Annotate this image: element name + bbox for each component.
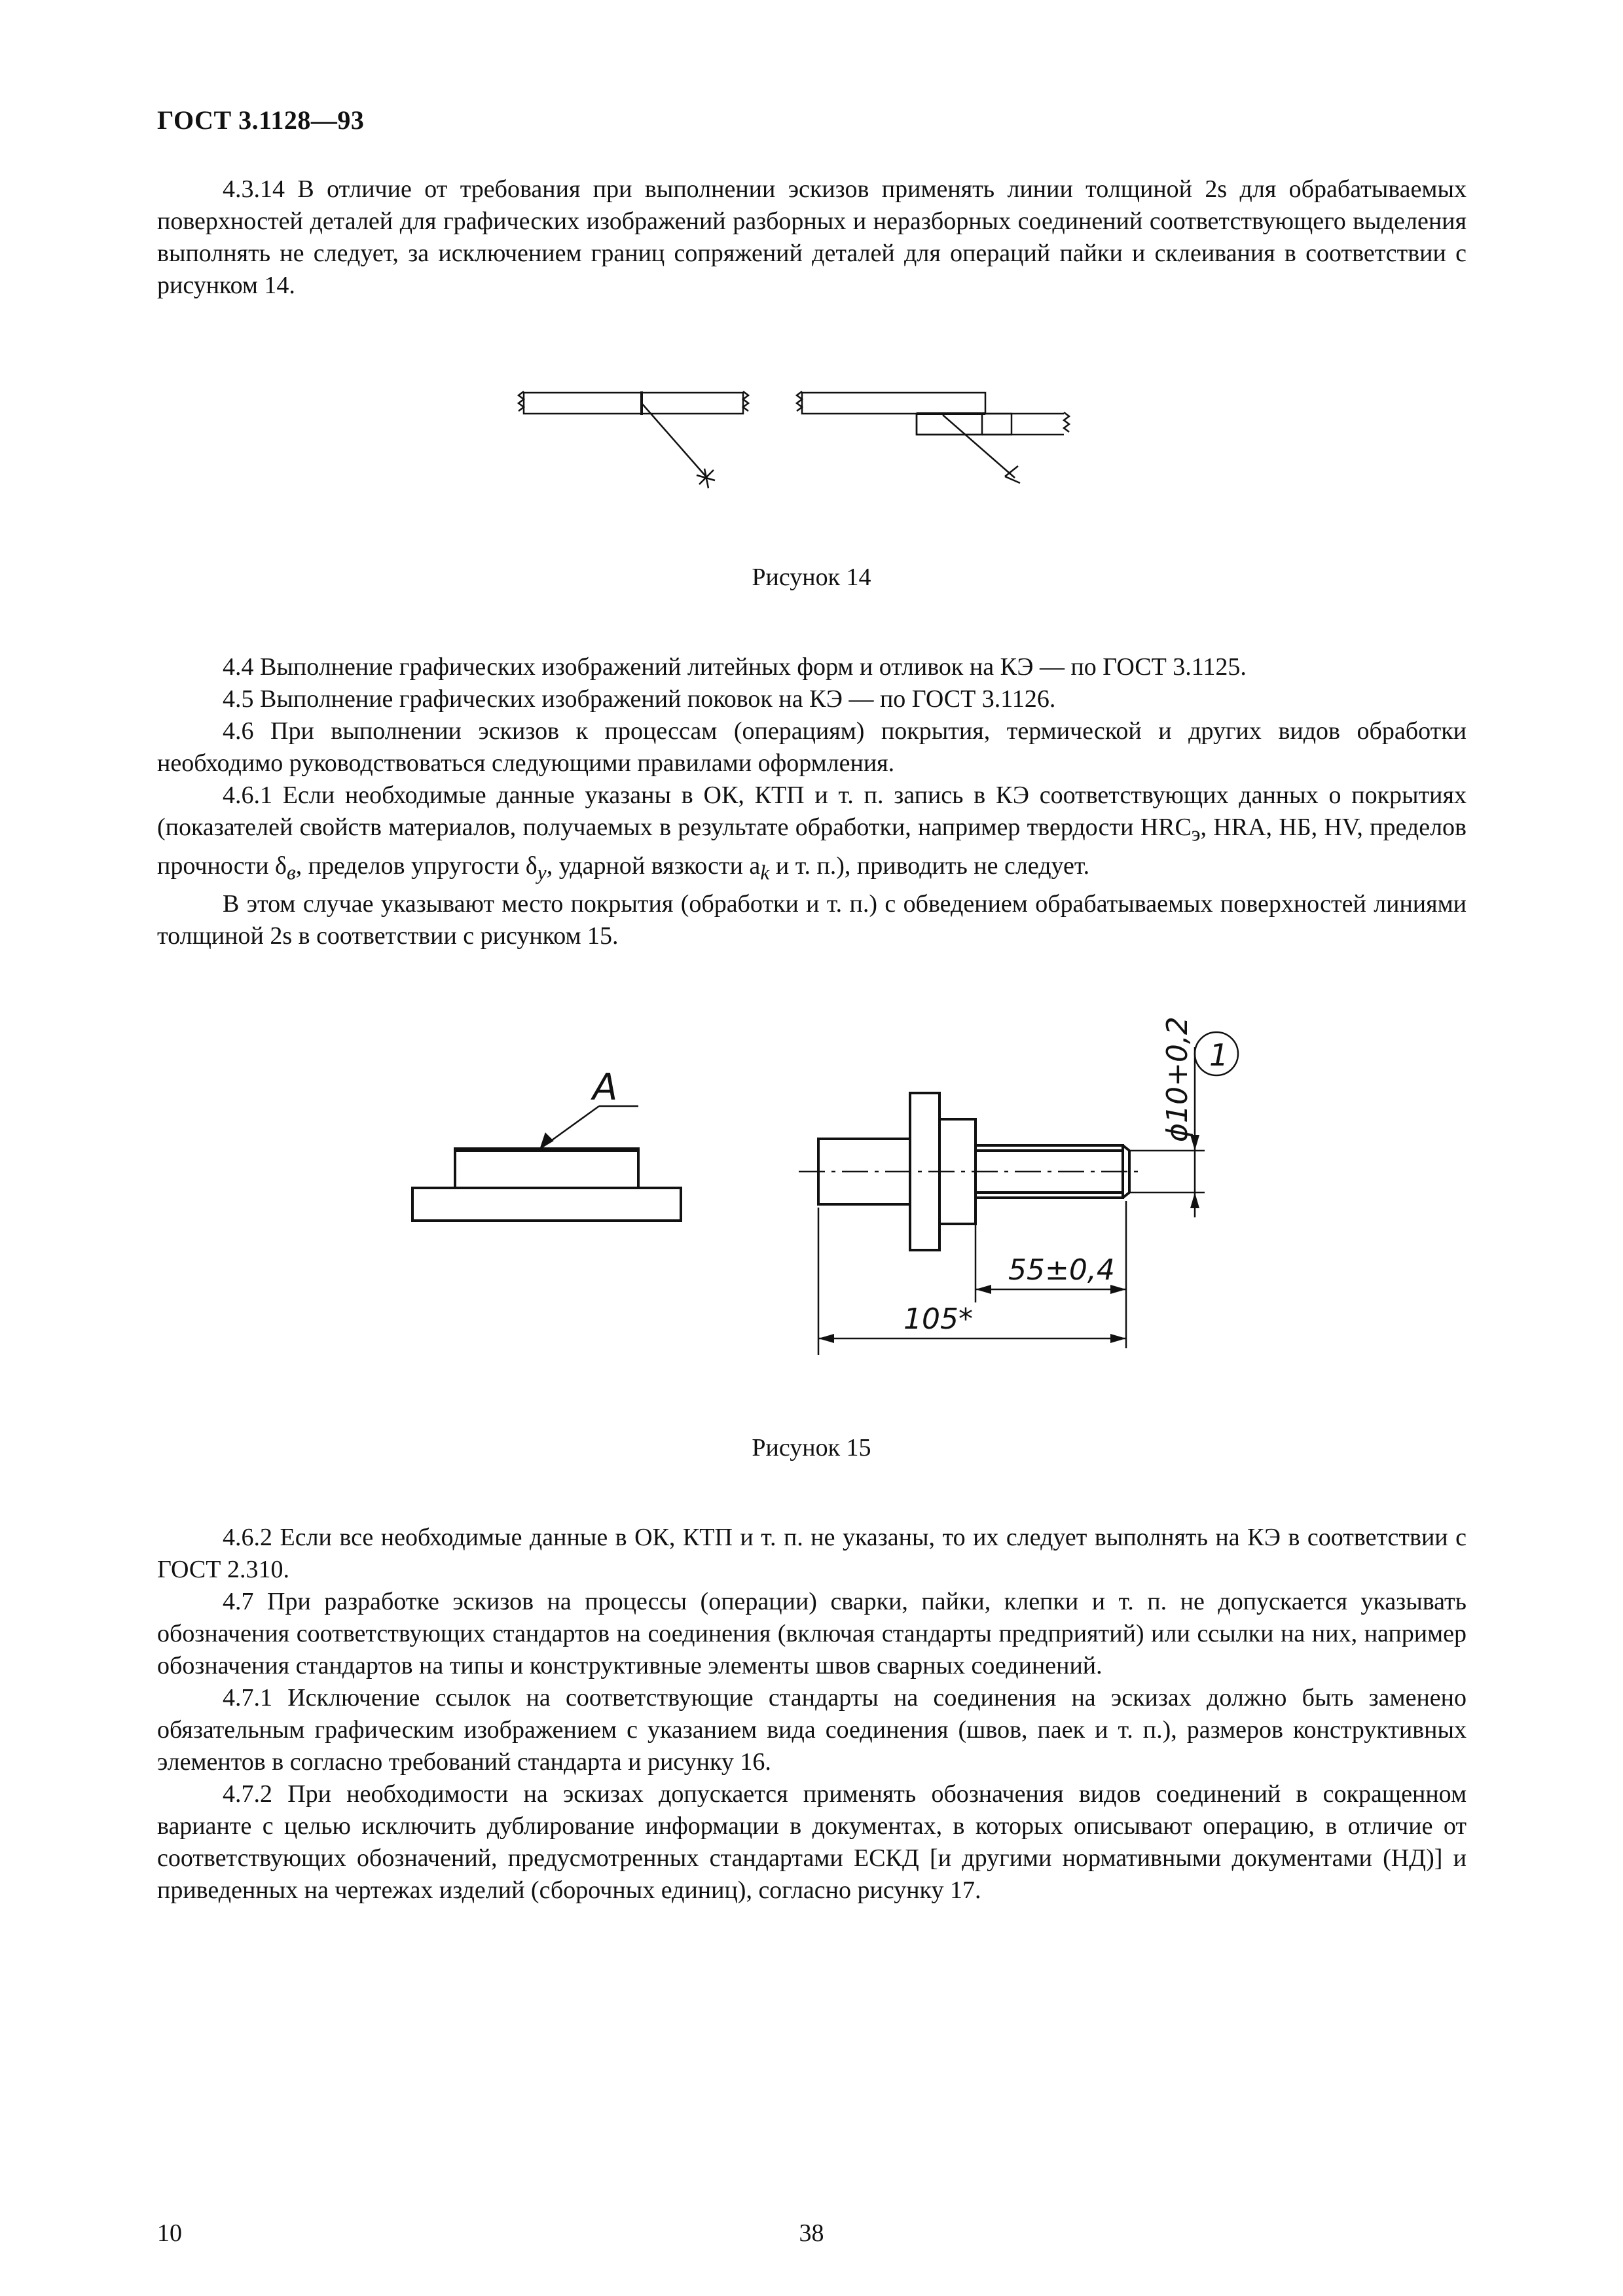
section-4-6-2-to-4-7-2 <box>157 1522 1467 1907</box>
section-4-3-14 <box>157 173 1467 302</box>
paragraph-4-7: 4.7 При разработке эскизов на процессы (операции) сварки, пайки, клепки и т. п. не допускается указывать обозначения соответствующих стандартов на соединения (включая стандарты предприятий) или ссылки на них, например обозначения стандартов на типы и конструктивные элементы швов сварных соединений. <box>157 1588 1467 1679</box>
dim-55: 55±0,4 <box>1008 1253 1115 1287</box>
lap-joint-sketch <box>797 391 1069 483</box>
butt-joint-sketch <box>519 391 748 488</box>
figure-15-caption: Рисунок 15 <box>752 1434 871 1462</box>
dim-105: 105* <box>903 1302 973 1336</box>
page-number-center: 38 <box>799 2219 824 2247</box>
section-4-4-to-4-6-1 <box>157 651 1467 952</box>
coated-plate-sketch <box>412 1066 681 1221</box>
p461-sub-u: у <box>537 861 547 884</box>
shaft-sketch <box>799 1016 1238 1355</box>
p461-sub-k: k <box>760 861 770 884</box>
figure-15-drawing <box>393 1016 1309 1388</box>
dim-diameter: ϕ10+0,2 <box>1161 1016 1194 1142</box>
paragraph-4-7-1: 4.7.1 Исключение ссылок на соответствующие стандарты на соединения на эскизах должно быть заменено обязательным графическим изображением с указанием вида соединения (швов, паек и т. п.), размеров конструктивных элементов в согласно требований стандарта и рисунку 16. <box>157 1684 1467 1776</box>
standard-header: ГОСТ 3.1128—93 <box>157 105 365 135</box>
callout-number: 1 <box>1209 1037 1229 1073</box>
paragraph-4-6-1 <box>157 780 1467 888</box>
glue-mark-icon <box>1005 466 1020 483</box>
paragraph-4-4: 4.4 Выполнение графических изображений литейных форм и отливок на КЭ — по ГОСТ 3.1125. <box>223 653 1247 681</box>
paragraph-4-7-2: 4.7.2 При необходимости на эскизах допускается применять обозначения видов соединений в сокращенном варианте с целью исключить дублирование информации в документах, в которых описывают операцию, в отличие от соответствующих обозначений, предусмотренных стандартами ЕСКД [и другими нормативными документами (НД)] и приведенных на чертежах изделий (сборочных единиц), согласно рисунку 17. <box>157 1780 1467 1904</box>
paragraph-4-6-2: 4.6.2 Если все необходимые данные в ОК, КТП и т. п. не указаны, то их следует выполнять на КЭ в соответствии с ГОСТ 2.310. <box>157 1524 1467 1583</box>
paragraph-4-5: 4.5 Выполнение графических изображений поковок на КЭ — по ГОСТ 3.1126. <box>223 685 1056 713</box>
paragraph-case: В этом случае указывают место покрытия (обработки и т. п.) с обведением обрабатываемых поверхностей линиями толщиной 2s в соответствии с рисунком 15. <box>157 890 1467 950</box>
p461-part-d: , ударной вязкости a <box>546 852 761 880</box>
figure-14-caption: Рисунок 14 <box>752 564 871 591</box>
p461-sub-e: э <box>1191 822 1201 846</box>
paragraph-4-6: 4.6 При выполнении эскизов к процессам (операциям) покрытия, термической и других видов обработки необходимо руководствоваться следующими правилами оформления. <box>157 717 1467 777</box>
p461-part-c: , пределов упругости δ <box>295 852 538 880</box>
p461-part-a: 4.6.1 Если необходимые данные указаны в ОК, КТП и т. п. запись в КЭ соответствующих данных о покрытиях (показателей свойств материалов, получаемых в результате обработки, например твердости HRC <box>157 781 1467 841</box>
label-a: А <box>593 1066 618 1109</box>
paragraph-4-3-14: 4.3.14 В отличие от требования при выполнении эскизов применять линии толщиной 2s для обрабатываемых поверхностей деталей для графических изображений разборных и неразборных соединений соответствующего выделения выполнять не следует, за исключением границ сопряжений деталей для операций пайки и склеивания в соответствии с рисунком 14. <box>157 175 1467 299</box>
solder-mark-icon <box>697 469 715 488</box>
p461-part-b: , HRA, НБ, HV, пределов прочности δ <box>157 814 1467 880</box>
p461-sub-v: в <box>286 861 296 884</box>
page-number-left: 10 <box>157 2219 182 2247</box>
p461-part-e: и т. п.), приводить не следует. <box>769 852 1090 880</box>
figure-14-drawing <box>511 380 1126 511</box>
